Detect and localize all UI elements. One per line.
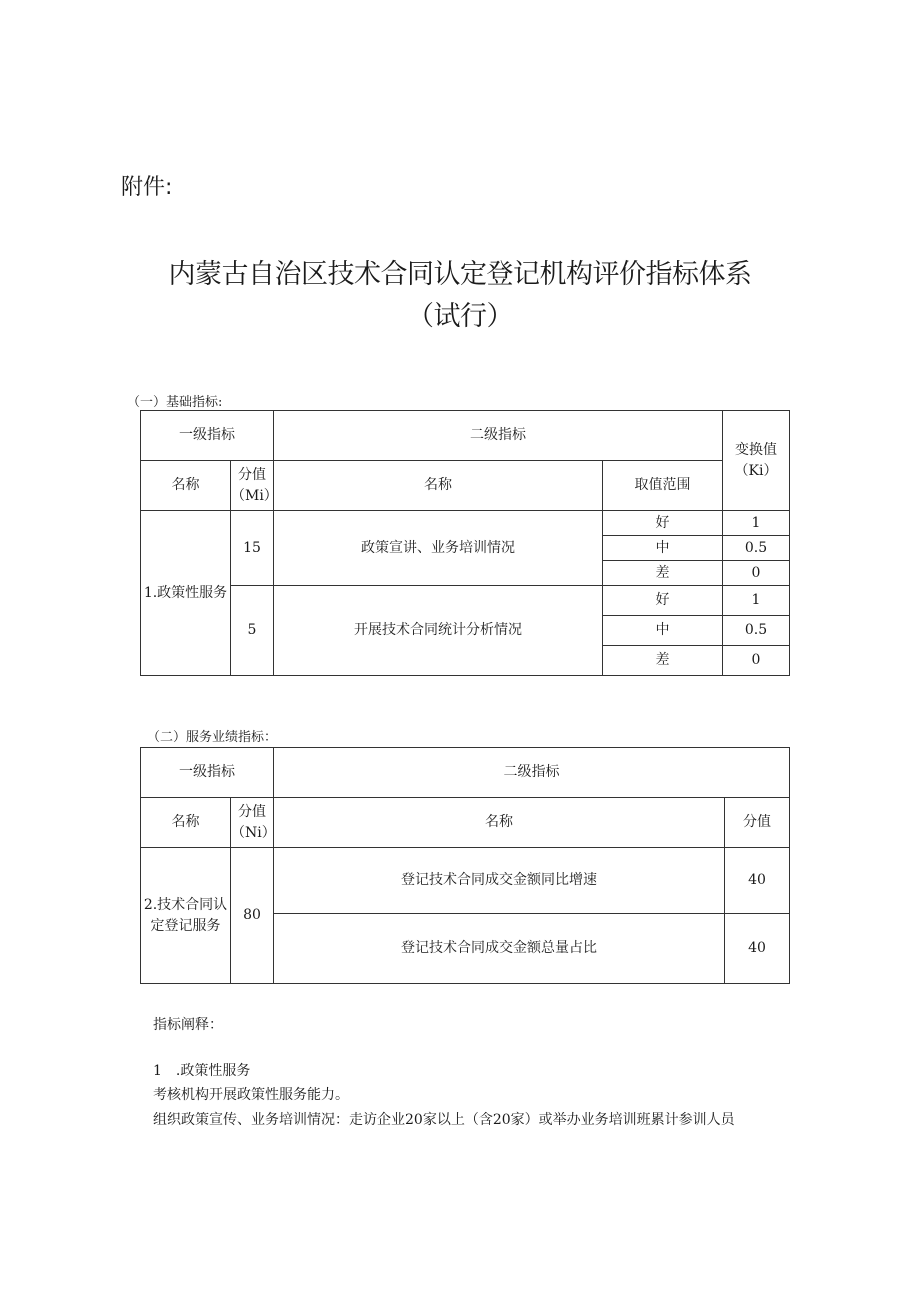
item-name: 政策宣讲、业务培训情况 xyxy=(274,511,603,586)
range-label: 中 xyxy=(603,536,723,561)
item-score: 15 xyxy=(231,511,274,586)
header-sub-name: 名称 xyxy=(274,461,603,511)
header-name: 名称 xyxy=(141,798,231,848)
category-cell: 2.技术合同认定登记服务 xyxy=(141,848,231,984)
header-sub-score: 分值 xyxy=(725,798,790,848)
category-cell: 1.政策性服务 xyxy=(141,511,231,676)
header-level2: 二级指标 xyxy=(274,411,723,461)
range-label: 好 xyxy=(603,586,723,616)
range-label: 差 xyxy=(603,561,723,586)
header-score: 分值（Mi） xyxy=(231,461,274,511)
range-label: 好 xyxy=(603,511,723,536)
range-value: 0.5 xyxy=(723,536,790,561)
header-sub-name: 名称 xyxy=(274,798,725,848)
note-item1-desc: 考核机构开展政策性服务能力。 xyxy=(153,1087,349,1103)
item-score: 40 xyxy=(725,914,790,984)
page-subtitle: （试行） xyxy=(407,301,513,332)
basic-indicators-table xyxy=(140,410,790,676)
range-value: 1 xyxy=(723,586,790,616)
item-name: 登记技术合同成交金额总量占比 xyxy=(274,914,725,984)
note-item1-title: 1 .政策性服务 xyxy=(153,1063,251,1079)
range-label: 差 xyxy=(603,646,723,676)
performance-indicators-table xyxy=(140,747,790,984)
header-conversion: 变换值（Ki） xyxy=(723,411,790,511)
header-name: 名称 xyxy=(141,461,231,511)
notes-heading: 指标阐释： xyxy=(153,1017,223,1033)
header-level1: 一级指标 xyxy=(141,411,274,461)
header-level2: 二级指标 xyxy=(274,748,790,798)
header-level1: 一级指标 xyxy=(141,748,274,798)
range-value: 1 xyxy=(723,511,790,536)
category-score: 80 xyxy=(231,848,274,984)
range-value: 0 xyxy=(723,561,790,586)
item-score: 40 xyxy=(725,848,790,914)
section1-heading: （一）基础指标: xyxy=(127,395,223,410)
note-item1-detail: 组织政策宣传、业务培训情况：走访企业20家以上（含20家）或举办业务培训班累计参训人员 xyxy=(153,1112,735,1128)
header-score: 分值（Ni） xyxy=(231,798,274,848)
header-range: 取值范围 xyxy=(603,461,723,511)
range-value: 0 xyxy=(723,646,790,676)
item-name: 开展技术合同统计分析情况 xyxy=(274,586,603,676)
item-name: 登记技术合同成交金额同比增速 xyxy=(274,848,725,914)
attachment-label: 附件: xyxy=(121,175,173,200)
item-score: 5 xyxy=(231,586,274,676)
range-value: 0.5 xyxy=(723,616,790,646)
section2-heading: （二）服务业绩指标： xyxy=(147,730,278,745)
page-title: 内蒙古自治区技术合同认定登记机构评价指标体系 xyxy=(168,259,752,290)
range-label: 中 xyxy=(603,616,723,646)
